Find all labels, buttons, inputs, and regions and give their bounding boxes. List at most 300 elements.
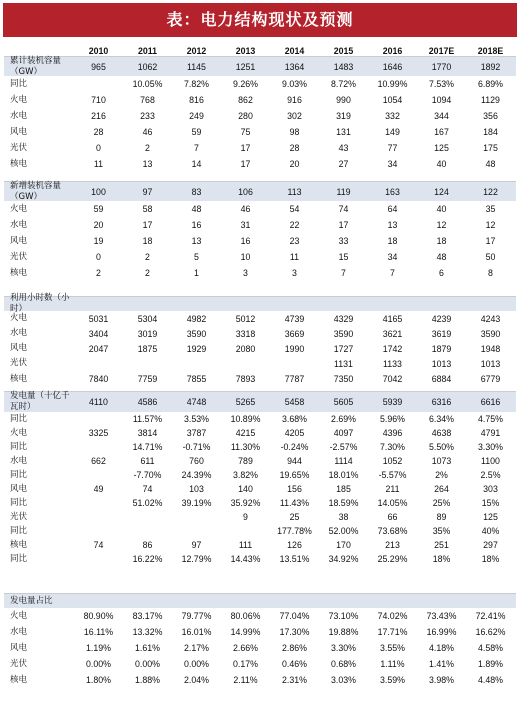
table-cell: 6.34% — [429, 414, 454, 424]
table-cell: 19.88% — [328, 627, 359, 637]
table-cell: 264 — [434, 484, 449, 494]
table-cell: 1013 — [431, 358, 452, 369]
row-label: 发电量占比 — [10, 595, 53, 606]
row-label: 同比 — [10, 553, 28, 564]
table-cell: 3590 — [186, 328, 207, 339]
table-cell: 16 — [240, 236, 251, 246]
table-cell: 3325 — [88, 428, 109, 438]
table-cell: 17 — [485, 236, 496, 246]
table-cell: 4.18% — [429, 643, 454, 653]
table-cell: 18.59% — [328, 498, 359, 508]
table-cell: 24.39% — [181, 470, 212, 480]
table-row — [4, 524, 516, 538]
table-cell: 15 — [338, 252, 349, 262]
table-cell: 1013 — [480, 358, 501, 369]
table-cell: 15% — [481, 498, 500, 508]
table-cell: 74 — [338, 204, 349, 214]
row-label: 火电 — [10, 203, 28, 214]
column-header: 2018E — [477, 45, 504, 56]
table-cell: 1948 — [480, 343, 501, 354]
table-row — [4, 440, 516, 454]
table-cell: 58 — [142, 204, 153, 214]
table-row — [4, 265, 516, 281]
table-row — [4, 608, 516, 624]
row-label: 风电 — [10, 343, 28, 353]
row-label: 同比 — [10, 441, 28, 452]
table-cell: 2.69% — [331, 414, 356, 424]
table-row — [4, 326, 516, 341]
table-cell: 4982 — [186, 313, 207, 324]
table-cell: 23 — [289, 236, 300, 246]
table-cell: 10.99% — [377, 79, 408, 89]
table-cell: 251 — [434, 540, 449, 550]
table-cell: 20 — [93, 220, 104, 230]
table-cell: 100 — [91, 186, 106, 197]
table-row — [4, 672, 516, 688]
table-cell: 1145 — [187, 61, 206, 72]
table-cell: 140 — [238, 484, 253, 494]
row-label: 光伏 — [10, 142, 28, 153]
table-cell: 862 — [238, 95, 253, 105]
table-cell: 1990 — [284, 343, 305, 354]
column-header: 2010 — [88, 45, 109, 56]
table-cell: 11 — [93, 159, 104, 169]
table-cell: 1727 — [333, 343, 354, 354]
table-cell: 31 — [240, 220, 251, 230]
row-label: 核电 — [10, 539, 28, 550]
table-cell: 73.43% — [426, 611, 457, 621]
row-label: 利用小时数（小时） — [10, 293, 70, 314]
table-row — [4, 412, 516, 426]
table-cell: 7893 — [235, 374, 256, 384]
table-cell: 126 — [287, 540, 302, 550]
table-cell: 4.48% — [478, 675, 503, 685]
table-cell: 1.61% — [135, 643, 160, 653]
table-cell: 185 — [336, 484, 351, 494]
table-cell: 12 — [485, 220, 496, 230]
table-cell: 167 — [434, 127, 449, 137]
table-cell: 156 — [287, 484, 302, 494]
table-cell: 3590 — [333, 328, 354, 339]
table-cell: 662 — [91, 456, 106, 466]
table-cell: 5605 — [333, 397, 354, 407]
table-row — [4, 233, 516, 249]
row-label: 风电 — [10, 126, 28, 137]
table-cell: 0.00% — [135, 659, 160, 669]
column-header: 2016 — [382, 45, 403, 56]
table-cell: 10.05% — [132, 79, 163, 89]
table-cell: 11.30% — [230, 442, 261, 452]
table-cell: 3.30% — [478, 442, 503, 452]
table-cell: 73.10% — [328, 611, 359, 621]
table-cell: 3621 — [382, 328, 403, 339]
table-cell: 7 — [390, 268, 395, 278]
table-cell: 34 — [387, 252, 398, 262]
table-cell: 34.92% — [328, 554, 359, 564]
table-cell: 16.01% — [181, 627, 212, 637]
table-cell: 13 — [142, 159, 153, 169]
table-cell: 7350 — [333, 374, 354, 384]
row-label: 火电 — [10, 313, 28, 323]
row-label: 核电 — [10, 158, 28, 169]
table-cell: 1133 — [383, 358, 402, 369]
table-cell: 54 — [289, 204, 300, 214]
row-label: 发电量（十亿千瓦时） — [10, 391, 70, 412]
table-row — [4, 201, 516, 217]
table-cell: 16.62% — [475, 627, 506, 637]
table-cell: 3.55% — [380, 643, 405, 653]
table-cell: 1770 — [431, 61, 452, 72]
table-cell: 17 — [142, 220, 153, 230]
table-cell: 4165 — [382, 313, 403, 324]
row-label: 水电 — [10, 455, 28, 466]
table-cell: 40 — [436, 204, 447, 214]
table-row — [4, 552, 516, 566]
table-cell: 17 — [338, 220, 349, 230]
table-cell: 3 — [243, 268, 248, 278]
table-cell: 11.43% — [279, 498, 310, 508]
table-cell: 122 — [483, 186, 498, 197]
table-cell: 280 — [238, 111, 253, 121]
table-cell: 1.41% — [429, 659, 454, 669]
table-cell: 4097 — [333, 428, 354, 438]
table-cell: 177.78% — [277, 526, 312, 536]
table-cell: 1.80% — [86, 675, 111, 685]
table-cell: 83 — [191, 186, 202, 197]
table-cell: 760 — [189, 456, 204, 466]
table-cell: 249 — [189, 111, 204, 121]
row-label: 水电 — [10, 328, 28, 338]
table-row — [4, 108, 516, 124]
table-cell: 14.43% — [230, 554, 261, 564]
table-cell: 1483 — [333, 61, 354, 72]
table-cell: 25 — [289, 512, 300, 522]
table-cell: 1892 — [480, 61, 501, 72]
table-cell: 297 — [483, 540, 498, 550]
table-cell: 49 — [93, 484, 104, 494]
table-cell: 119 — [336, 186, 351, 197]
table-cell: 17.30% — [279, 627, 310, 637]
table-cell: 75 — [240, 127, 251, 137]
table-cell: 19 — [93, 236, 104, 246]
table-cell: 4329 — [333, 313, 354, 324]
table-cell: 6884 — [431, 374, 452, 384]
table-cell: 39.19% — [181, 498, 212, 508]
table-cell: 4.75% — [478, 414, 503, 424]
table-cell: 9.26% — [233, 79, 258, 89]
table-cell: 64 — [387, 204, 398, 214]
row-label: 风电 — [10, 483, 28, 494]
table-cell: 2 — [96, 268, 101, 278]
table-row — [4, 140, 516, 156]
table-cell: 990 — [336, 95, 351, 105]
table-cell: 3.53% — [184, 414, 209, 424]
table-cell: 18 — [387, 236, 398, 246]
table-cell: 125 — [483, 512, 498, 522]
table-cell: 7.53% — [429, 79, 454, 89]
table-cell: 213 — [385, 540, 400, 550]
table-cell: 73.68% — [377, 526, 408, 536]
table-cell: 356 — [483, 111, 498, 121]
table-cell: 72.41% — [475, 611, 506, 621]
table-cell: 103 — [189, 484, 204, 494]
table-cell: 1364 — [284, 61, 305, 72]
table-cell: 74 — [93, 540, 104, 550]
table-cell: 59 — [93, 204, 104, 214]
row-label: 水电 — [10, 219, 28, 230]
table-cell: 6779 — [480, 374, 501, 384]
table-row — [4, 371, 516, 387]
table-cell: 40 — [436, 159, 447, 169]
table-cell: 25% — [432, 498, 451, 508]
table-cell: 46 — [240, 204, 251, 214]
table-cell: 83.17% — [132, 611, 163, 621]
table-cell: 2% — [435, 470, 448, 480]
table-cell: 97 — [142, 186, 153, 197]
row-label: 水电 — [10, 110, 28, 121]
table-cell: 3787 — [186, 428, 207, 438]
table-cell: 1054 — [382, 95, 403, 105]
table-cell: 16.22% — [132, 554, 163, 564]
table-cell: 46 — [142, 127, 153, 137]
table-cell: 11 — [289, 252, 300, 262]
table-cell: -0.71% — [182, 442, 211, 452]
table-cell: 3814 — [137, 428, 158, 438]
table-cell: 14.05% — [377, 498, 408, 508]
table-row — [4, 426, 516, 440]
row-label: 同比 — [10, 469, 28, 480]
row-label: 火电 — [10, 94, 28, 105]
table-cell: 965 — [91, 61, 106, 72]
table-cell: 66 — [387, 512, 398, 522]
table-cell: 7.30% — [380, 442, 405, 452]
table-cell: 12 — [436, 220, 447, 230]
table-cell: 710 — [91, 95, 106, 105]
table-cell: 3.98% — [429, 675, 454, 685]
table-cell: 6616 — [480, 397, 501, 407]
table-cell: 18.01% — [328, 470, 359, 480]
table-cell: 48 — [436, 252, 447, 262]
row-label: 水电 — [10, 626, 28, 637]
table-cell: 3318 — [235, 328, 256, 339]
table-row — [4, 124, 516, 140]
table-cell: 7787 — [284, 374, 305, 384]
table-cell: 5458 — [284, 397, 305, 407]
table-cell: 125 — [434, 143, 449, 153]
table-cell: 12.79% — [181, 554, 212, 564]
table-cell: 7 — [194, 143, 199, 153]
table-cell: 303 — [483, 484, 498, 494]
column-header: 2011 — [137, 45, 158, 56]
table-cell: 1742 — [382, 343, 403, 354]
table-row — [4, 656, 516, 672]
table-row — [4, 76, 516, 92]
row-label: 同比 — [10, 413, 28, 424]
table-row — [4, 341, 516, 356]
table-cell: 79.77% — [181, 611, 212, 621]
table-cell: 16 — [191, 220, 202, 230]
table-row — [4, 640, 516, 656]
table-cell: 170 — [336, 540, 351, 550]
table-cell: 19.65% — [279, 470, 310, 480]
row-label: 光伏 — [10, 658, 28, 669]
table-cell: 1114 — [334, 456, 353, 466]
row-label: 风电 — [10, 642, 28, 653]
table-row — [4, 468, 516, 482]
table-cell: 3619 — [431, 328, 452, 339]
table-cell: 0.17% — [233, 659, 258, 669]
table-cell: 611 — [140, 456, 155, 466]
table-row — [4, 392, 516, 412]
row-label: 新增装机容量（GW） — [10, 180, 62, 202]
table-cell: 916 — [287, 95, 302, 105]
table-cell: 1646 — [382, 61, 403, 72]
table-cell: 74.02% — [377, 611, 408, 621]
table-cell: 4110 — [89, 397, 108, 407]
table-cell: 5.50% — [429, 442, 454, 452]
table-cell: 3.03% — [331, 675, 356, 685]
table-cell: 5265 — [235, 397, 256, 407]
table-cell: 1929 — [186, 343, 207, 354]
table-cell: 7 — [341, 268, 346, 278]
column-header: 2015 — [333, 45, 354, 56]
table-cell: 20 — [289, 159, 300, 169]
table-cell: 10 — [240, 252, 251, 262]
table-cell: 2.5% — [480, 470, 501, 480]
table-cell: 8.72% — [331, 79, 356, 89]
table-cell: 16.99% — [426, 627, 457, 637]
table-cell: 8 — [488, 268, 493, 278]
table-cell: 1879 — [431, 343, 452, 354]
table-row — [4, 538, 516, 552]
table-cell: 5 — [194, 252, 199, 262]
row-label: 同比 — [10, 497, 28, 508]
table-cell: 3590 — [480, 328, 501, 339]
table-cell: 2 — [145, 143, 150, 153]
table-cell: 2.86% — [282, 643, 307, 653]
table-cell: 80.06% — [230, 611, 261, 621]
table-row — [4, 356, 516, 371]
table-cell: 35.92% — [230, 498, 261, 508]
table-cell: 1100 — [481, 456, 500, 466]
table-cell: 0 — [96, 143, 101, 153]
table-cell: 80.90% — [83, 611, 114, 621]
table-cell: 98 — [289, 127, 300, 137]
table-cell: 3.30% — [331, 643, 356, 653]
table-cell: 7.82% — [184, 79, 209, 89]
table-cell: 1.11% — [380, 659, 405, 669]
row-label: 核电 — [10, 373, 28, 384]
table-cell: 2.04% — [184, 675, 209, 685]
table-cell: 74 — [142, 484, 153, 494]
table-row — [4, 293, 516, 314]
table-cell: 816 — [189, 95, 204, 105]
table-cell: 344 — [434, 111, 449, 121]
row-label: 同比 — [10, 525, 28, 536]
table-cell: 2080 — [235, 343, 256, 354]
table-cell: -5.57% — [378, 470, 407, 480]
table-cell: 1 — [194, 268, 199, 278]
table-cell: 0.00% — [184, 659, 209, 669]
table-cell: 4748 — [186, 397, 207, 407]
table-cell: 14.71% — [132, 442, 163, 452]
row-label: 光伏 — [10, 511, 28, 522]
row-label: 火电 — [10, 427, 28, 438]
table-row — [4, 182, 516, 201]
row-label: 光伏 — [10, 251, 28, 262]
table-cell: 6316 — [431, 397, 452, 407]
table-cell: 51.02% — [132, 498, 163, 508]
table-cell: 0.68% — [331, 659, 356, 669]
row-label: 火电 — [10, 610, 28, 621]
table-cell: 106 — [238, 186, 253, 197]
table-cell: 149 — [385, 127, 400, 137]
table-cell: 944 — [287, 456, 302, 466]
row-label: 累计装机容量（GW） — [10, 55, 62, 77]
table-row — [4, 57, 516, 76]
table-cell: 1875 — [137, 343, 158, 354]
table-cell: 111 — [238, 540, 253, 550]
table-cell: 13.51% — [279, 554, 310, 564]
table-cell: 9 — [243, 512, 248, 522]
table-cell: 3019 — [137, 328, 158, 339]
table-cell: 59 — [191, 127, 202, 137]
table-cell: 768 — [140, 95, 155, 105]
table-cell: 5012 — [235, 313, 256, 324]
table-cell: 33 — [338, 236, 349, 246]
table-cell: 18 — [436, 236, 447, 246]
table-cell: 43 — [338, 143, 349, 153]
table-cell: 0.46% — [282, 659, 307, 669]
table-cell: 175 — [483, 143, 498, 153]
table-cell: 4586 — [137, 397, 158, 407]
table-cell: 4.58% — [478, 643, 503, 653]
row-label: 同比 — [10, 78, 28, 89]
table-cell: 7042 — [382, 374, 403, 384]
table-cell: 34 — [387, 159, 398, 169]
table-cell: 6.89% — [478, 79, 503, 89]
table-cell: 1052 — [382, 456, 403, 466]
table-row — [4, 92, 516, 108]
table-cell: 2.11% — [233, 675, 258, 685]
table-cell: 22 — [289, 220, 300, 230]
table-row — [4, 156, 516, 172]
table-cell: 1251 — [235, 61, 256, 72]
table-cell: 4239 — [431, 313, 452, 324]
table-cell: 1073 — [431, 456, 452, 466]
table-cell: 184 — [483, 127, 498, 137]
table-cell: 4791 — [480, 428, 501, 438]
table-cell: 9.03% — [282, 79, 307, 89]
table-cell: 2.17% — [184, 643, 209, 653]
row-label: 核电 — [10, 674, 28, 685]
table-cell: 17 — [240, 143, 251, 153]
table-cell: 28 — [289, 143, 300, 153]
table-cell: 233 — [140, 111, 155, 121]
table-cell: 5.96% — [380, 414, 405, 424]
table-cell: 48 — [191, 204, 202, 214]
table-cell: 7840 — [88, 374, 109, 384]
table-cell: 302 — [287, 111, 302, 121]
table-cell: 2.31% — [282, 675, 307, 685]
table-cell: 3 — [292, 268, 297, 278]
table-cell: 319 — [336, 111, 351, 121]
table-cell: 77.04% — [279, 611, 310, 621]
table-cell: 18% — [481, 554, 500, 564]
table-row — [4, 482, 516, 496]
table-row — [4, 594, 516, 608]
table-cell: 7855 — [186, 374, 207, 384]
